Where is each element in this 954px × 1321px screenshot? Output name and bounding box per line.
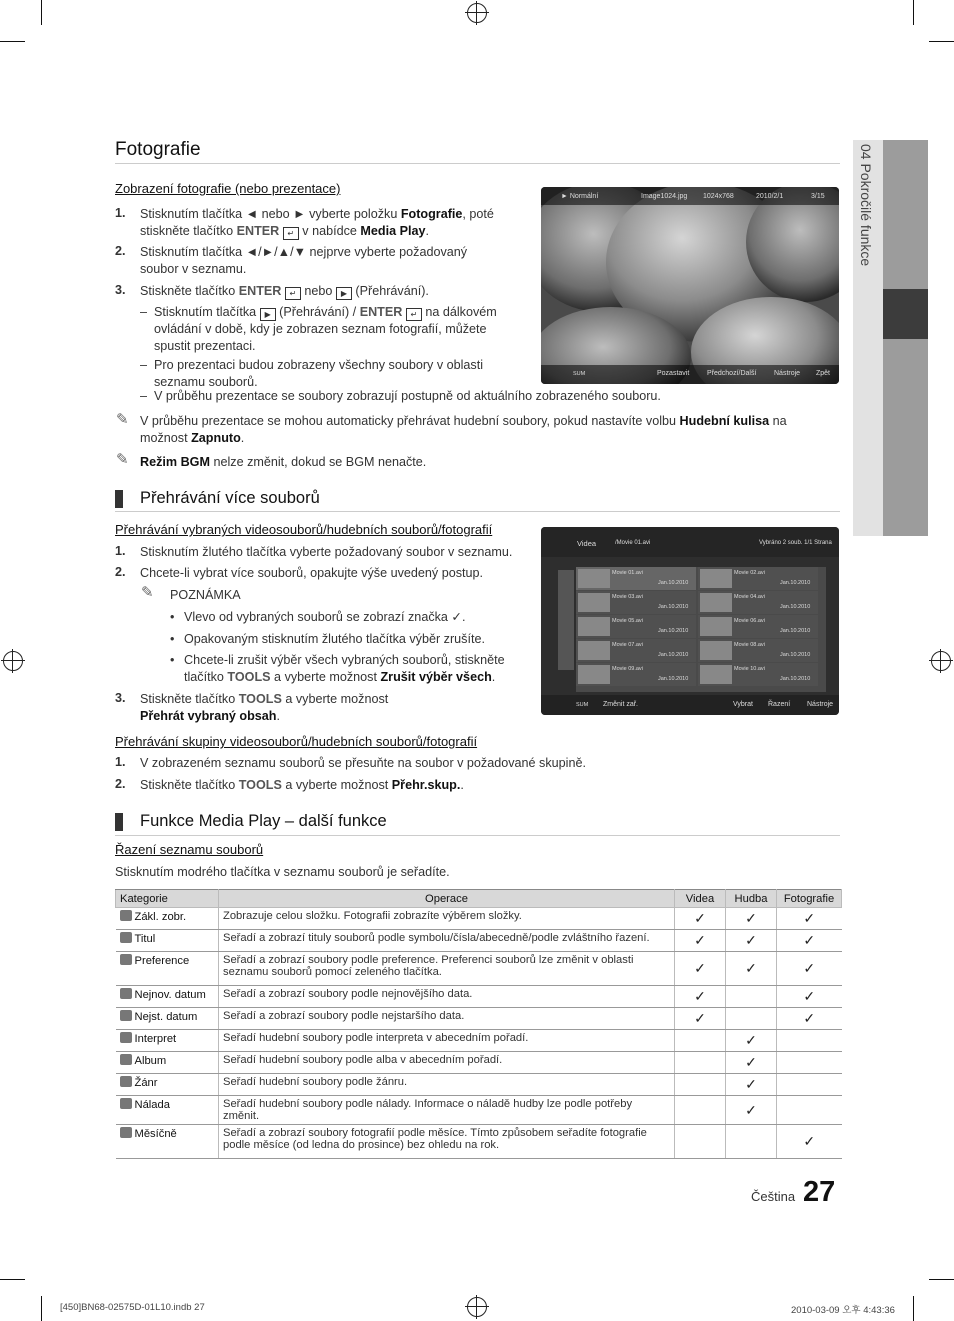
more-rule	[115, 835, 840, 836]
group-step-1: V zobrazeném seznamu souborů se přesuňte na soubor v požadované skupině.	[140, 756, 586, 770]
photo-info-bar: ► Normální Image1024.jpg 1024x768 2010/2/1 3/15	[541, 187, 839, 205]
video-item: Movie 09.avi Jan.10.2010	[576, 663, 696, 686]
video-grid	[576, 567, 826, 692]
hudba-check: ✓	[726, 908, 777, 930]
fotografie-check: ✓	[777, 952, 842, 986]
category-cell: Žánr	[116, 1074, 219, 1096]
multi-step-3: Stiskněte tlačítko TOOLS a vyberte možnost Přehrát vybraný obsah.	[140, 692, 389, 723]
hudba-check: ✓	[726, 952, 777, 986]
section-rule	[115, 163, 840, 164]
video-item: Movie 07.avi Jan.10.2010	[576, 639, 696, 662]
apples-photo	[541, 187, 839, 384]
fotografie-check	[777, 1052, 842, 1074]
crop-mark	[0, 1279, 25, 1280]
table-header: Fotografie	[777, 890, 842, 908]
crop-mark	[913, 0, 914, 25]
operation-cell: Seřadí a zobrazí soubory podle nejstaršího data.	[219, 1008, 675, 1030]
fotografie-check	[777, 1074, 842, 1096]
note-pencil-icon: ✎	[116, 451, 129, 468]
table-row	[116, 1052, 842, 1074]
step-number: 1.	[115, 206, 126, 220]
operation-cell: Seřadí hudební soubory podle alba v abecedním pořadí.	[219, 1052, 675, 1074]
video-item: Movie 05.avi Jan.10.2010	[576, 615, 696, 638]
video-item: Movie 02.avi Jan.10.2010	[698, 567, 818, 590]
registration-mark-icon	[3, 651, 23, 671]
videa-check: ✓	[675, 908, 726, 930]
video-thumb	[700, 617, 732, 636]
photo-dash-1: Stisknutím tlačítka ▶ (Přehrávání) / ENTER ↵ na dálkovém ovládání v době, kdy je zobrazen seznam fotografií, můžete spustit prezentaci.	[154, 305, 497, 353]
table-row	[116, 1096, 842, 1125]
fotografie-check: ✓	[777, 986, 842, 1008]
table-header: Videa	[675, 890, 726, 908]
category-cell: Preference	[116, 952, 219, 986]
hudba-check: ✓	[726, 1074, 777, 1096]
operation-cell: Seřadí a zobrazí soubory fotografií podle měsíce. Tímto způsobem seřadíte fotografie podle měsíce (od ledna do prosince) bez ohledu na rok.	[219, 1125, 675, 1159]
side-tab-marker	[883, 289, 928, 339]
videa-check: ✓	[675, 1008, 726, 1030]
note-pencil-icon: ✎	[116, 411, 129, 428]
enter-icon: ↵	[285, 287, 301, 300]
hudba-check: ✓	[726, 1030, 777, 1052]
video-item: Movie 04.avi Jan.10.2010	[698, 591, 818, 614]
video-thumb	[700, 665, 732, 684]
hudba-check	[726, 986, 777, 1008]
footer-date: 2010-03-09 오후 4:43:36	[791, 1305, 895, 1316]
video-thumb	[578, 617, 610, 636]
enter-icon: ↵	[283, 227, 299, 240]
sort-intro: Stisknutím modrého tlačítka v seznamu souborů je seřadíte.	[115, 865, 450, 879]
table-row	[116, 1030, 842, 1052]
operation-cell: Seřadí hudební soubory podle interpreta v abecedním pořadí.	[219, 1030, 675, 1052]
fotografie-check: ✓	[777, 1008, 842, 1030]
table-header: Operace	[219, 890, 675, 908]
photo-note-2: Režim BGM nelze změnit, dokud se BGM nenačte.	[140, 455, 427, 469]
footer-language: Čeština	[751, 1189, 796, 1204]
note-label: POZNÁMKA	[170, 588, 241, 602]
table-header: Hudba	[726, 890, 777, 908]
multi-title: Přehrávání více souborů	[140, 489, 320, 507]
table-row	[116, 908, 842, 930]
registration-mark-icon	[931, 651, 951, 671]
photo-dash-2: Pro prezentaci budou zobrazeny všechny soubory v oblasti seznamu souborů.	[154, 358, 484, 389]
category-icon	[120, 1010, 132, 1021]
videa-check	[675, 1052, 726, 1074]
table-row	[116, 1008, 842, 1030]
video-thumb	[700, 593, 732, 612]
crop-mark	[41, 1296, 42, 1321]
enter-icon: ↵	[406, 308, 422, 321]
category-cell: Měsíčně	[116, 1125, 219, 1159]
operation-cell: Seřadí a zobrazí tituly souborů podle symbolu/čísla/abecedně/podle zvláštního řazení.	[219, 930, 675, 952]
hudba-check	[726, 1008, 777, 1030]
section-title: Fotografie	[115, 139, 201, 160]
fotografie-check: ✓	[777, 908, 842, 930]
fotografie-check: ✓	[777, 930, 842, 952]
category-sidebar	[558, 570, 574, 670]
video-thumb	[700, 569, 732, 588]
multi-bullet-1: Vlevo od vybraných souborů se zobrazí značka ✓.	[184, 610, 466, 624]
video-item: Movie 06.avi Jan.10.2010	[698, 615, 818, 638]
registration-mark-icon	[467, 3, 487, 23]
category-icon	[120, 910, 132, 921]
category-cell: Zákl. zobr.	[116, 908, 219, 930]
operation-cell: Zobrazuje celou složku. Fotografii zobrazíte výběrem složky.	[219, 908, 675, 930]
video-list-screenshot: Videa /Movie 01.avi Vybráno 2 soub. 1/1 Strana Movie 01.avi Jan.10.2010 Movie 02.avi Jan.10.2010 Movie 03.avi Jan.10.2010 Movie 04.avi Jan.10.2010 Movie 05.avi Jan.10.2010 Movie 06.avi Jan.10.2010 Movie 07.avi Jan.10.2010 Movie 08.avi Jan.10.2010 Movie 09.avi Jan.10.2010 Movie 10.avi Jan.10.2010 SUM Změnit zař. Vybrat Řazení Nástroje	[541, 527, 839, 715]
side-tab-label: 04 Pokročilé funkce	[858, 144, 874, 267]
crop-mark	[913, 1296, 914, 1321]
photo-note-1: V průběhu prezentace se mohou automaticky přehrávat hudební soubory, pokud nastavíte volbu Hudební kulisa na možnost Zapnuto.	[140, 414, 787, 445]
sort-subhead: Řazení seznamu souborů	[115, 842, 264, 857]
sort-table	[115, 889, 842, 1159]
step-number: 3.	[115, 283, 126, 297]
fotografie-check: ✓	[777, 1125, 842, 1159]
group-subhead: Přehrávání skupiny videosouborů/hudebních souborů/fotografií	[115, 734, 478, 749]
photo-step-3: Stiskněte tlačítko ENTER ↵ nebo ▶ (Přehrávání).	[140, 284, 429, 298]
category-icon	[120, 988, 132, 999]
table-row	[116, 952, 842, 986]
video-thumb	[700, 641, 732, 660]
category-icon	[120, 1127, 132, 1138]
crop-mark	[929, 1279, 954, 1280]
footer-file: [450]BN68-02575D-01L10.indb 27	[60, 1302, 205, 1313]
operation-cell: Seřadí hudební soubory podle žánru.	[219, 1074, 675, 1096]
photo-step-1: Stisknutím tlačítka ◄ nebo ► vyberte položku Fotografie, poté stiskněte tlačítko ENTER ↵ v nabídce Media Play.	[140, 207, 494, 238]
video-item: Movie 03.avi Jan.10.2010	[576, 591, 696, 614]
photo-control-bar: SUM Pozastavit Předchozí/Další Nástroje Zpět	[541, 365, 839, 384]
table-row	[116, 1125, 842, 1159]
hudba-check	[726, 1125, 777, 1159]
video-item: Movie 10.avi Jan.10.2010	[698, 663, 818, 686]
category-cell: Nálada	[116, 1096, 219, 1125]
photo-step-2: Stisknutím tlačítka ◄/►/▲/▼ nejprve vyberte požadovaný soubor v seznamu.	[140, 245, 468, 276]
hudba-check: ✓	[726, 930, 777, 952]
operation-cell: Seřadí hudební soubory podle nálady. Informace o náladě hudby lze podle potřeby změnit.	[219, 1096, 675, 1125]
category-icon	[120, 1032, 132, 1043]
table-row	[116, 1074, 842, 1096]
hudba-check: ✓	[726, 1052, 777, 1074]
category-icon	[120, 1054, 132, 1065]
hudba-check: ✓	[726, 1096, 777, 1125]
videa-check: ✓	[675, 986, 726, 1008]
photo-subhead: Zobrazení fotografie (nebo prezentace)	[115, 181, 341, 196]
table-header: Kategorie	[116, 890, 219, 908]
video-thumb	[578, 593, 610, 612]
category-icon	[120, 1098, 132, 1109]
operation-cell: Seřadí a zobrazí soubory podle nejnovějšího data.	[219, 986, 675, 1008]
fotografie-check	[777, 1096, 842, 1125]
operation-cell: Seřadí a zobrazí soubory podle preference. Preferenci souborů lze změnit v oblasti seznamu souborů pomocí zeleného tlačítka.	[219, 952, 675, 986]
video-thumb	[578, 641, 610, 660]
multi-step-2: Chcete-li vybrat více souborů, opakujte výše uvedený postup.	[140, 566, 484, 580]
category-icon	[120, 954, 132, 965]
table-row	[116, 986, 842, 1008]
category-icon	[120, 1076, 132, 1087]
multi-rule	[115, 511, 840, 512]
category-icon	[120, 932, 132, 943]
more-title: Funkce Media Play – další funkce	[140, 812, 387, 830]
table-row	[116, 930, 842, 952]
multi-bullet-3: Chcete-li zrušit výběr všech vybraných souborů, stiskněte tlačítko TOOLS a vyberte možnost Zrušit výběr všech.	[184, 653, 505, 684]
videa-check	[675, 1030, 726, 1052]
videa-check: ✓	[675, 952, 726, 986]
multi-step-1: Stisknutím žlutého tlačítka vyberte požadovaný soubor v seznamu.	[140, 545, 513, 559]
play-icon: ▶	[260, 308, 276, 321]
video-thumb	[578, 569, 610, 588]
multi-bullet-2: Opakovaným stisknutím žlutého tlačítka výběr zrušíte.	[184, 632, 485, 646]
page-number: 27	[803, 1176, 836, 1208]
crop-mark	[41, 0, 42, 25]
videa-check	[675, 1074, 726, 1096]
category-cell: Titul	[116, 930, 219, 952]
step-number: 2.	[115, 244, 126, 258]
heading-bar	[115, 490, 123, 508]
videa-check	[675, 1096, 726, 1125]
crop-mark	[929, 41, 954, 42]
heading-bar	[115, 813, 123, 831]
multi-subhead: Přehrávání vybraných videosouborů/hudebních souborů/fotografií	[115, 522, 493, 537]
photo-viewer-screenshot	[541, 187, 839, 384]
photo-dash-3: V průběhu prezentace se soubory zobrazují postupně od aktuálního zobrazeného souboru.	[154, 389, 661, 403]
video-item: Movie 08.avi Jan.10.2010	[698, 639, 818, 662]
play-icon: ▶	[336, 287, 352, 300]
fotografie-check	[777, 1030, 842, 1052]
note-pencil-icon: ✎	[141, 584, 154, 601]
category-cell: Interpret	[116, 1030, 219, 1052]
checkmark-icon: ✓	[451, 610, 462, 624]
video-item: Movie 01.avi Jan.10.2010	[576, 567, 696, 590]
category-cell: Album	[116, 1052, 219, 1074]
registration-mark-icon	[467, 1297, 487, 1317]
videa-check	[675, 1125, 726, 1159]
videa-check: ✓	[675, 930, 726, 952]
category-cell: Nejst. datum	[116, 1008, 219, 1030]
category-cell: Nejnov. datum	[116, 986, 219, 1008]
crop-mark	[0, 41, 25, 42]
video-thumb	[578, 665, 610, 684]
group-step-2: Stiskněte tlačítko TOOLS a vyberte možnost Přehr.skup..	[140, 778, 464, 792]
